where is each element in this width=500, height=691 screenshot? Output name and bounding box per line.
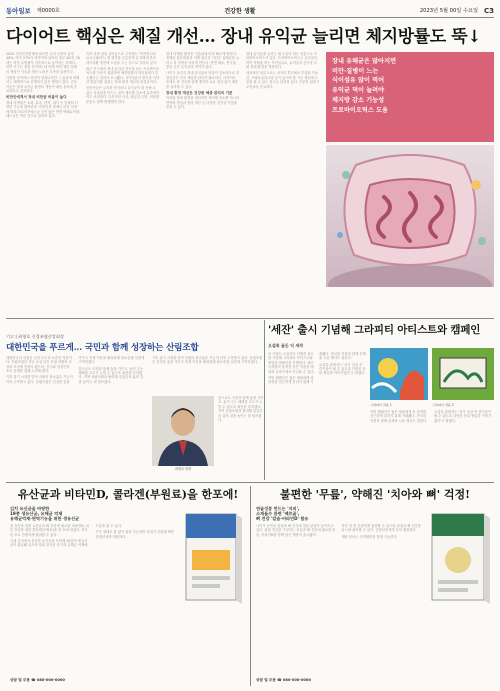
graffiti-image [432,348,494,400]
portrait-caption: 최영호 회장 [174,467,192,471]
page-number: C3 [483,6,494,15]
top-story-col2 [86,52,160,326]
paragraph: 나이가 들면서 관절과 뼈 건강에 대한 관심이 높아지고 있다. 관절 연골을 구성하는 성분과 뼈 건강에 필요한 칼슘, 비타민D를 함께 담은 제품이 출시됐다. [256,524,336,537]
subhead: 장내 환경 개선은 건강한 체중 관리의 기본 [166,90,233,95]
subhead: 비만인에게서 장내 비만균 비율이 높다 [6,95,67,100]
section-c-headline: '세잔' 출시 기념해 그라피티 아티스트와 캠페인 [268,324,481,336]
paragraph: 대한민국의 산림은 국민 모두의 소중한 자산이다. 산림조합은 지난 수십 년간 산림 자원의 조성과 보전에 앞장서 왔으며, 산주와 임업인의 소득 증대를 위해 노력해 왔다. [6,356,72,374]
highlight-line: 비만·질병이 느는 [332,67,379,75]
ad-right-headline: 불편한 '무릎', 약해진 '치아와 뼈' 걱정! [279,488,471,501]
divider [6,318,494,319]
graffiti-art-1 [370,348,428,400]
highlight-line: 식이섬유 많이 먹어 [332,77,385,85]
top-story-col3 [166,52,240,326]
ad-left-phone: 상담 및 주문 ☎ 080-000-0000 [10,678,65,682]
paragraph: 장 건강을 위한 유산균과 뼈 건강에 필요한 비타민D, 피부 건강을 위한 콜라겐(부원료)을 한 포에 담았다. 하루 한 포로 간편하게 섭취할 수 있다. [10,524,89,537]
section-b-body [6,356,146,476]
paragraph: 앞으로도 국민과 함께 숲을 가꾸고, 숲이 주는 혜택을 모두가 누릴 수 있도록 최선을 다하겠다. 지역 산림조합과 협력해 임업인의 삶의 질을 높이는 데 힘쓰겠다. [78,366,144,384]
paragraph: 특히 비만 관련 유익균으로 주목받는 '아커만시아 뮤시니필라'는 장 점막을 튼튼하게 유지해 비만과 대사질환 개선에 도움을 주는 것으로 알려져 있다. [86,52,158,65]
divider [264,320,265,480]
paragraph: 전문가들은 무리한 단식보다 유익균이 잘 자랄 수 있는 식습관을 만드는 것이 체지방 감소에 효과적이라고 조언한다. 규칙적인 식사, 충분한 수면, 적당한 운동도 함께 병행해야 한다. [86,86,160,104]
paragraph: 앞으로도 국민과 함께 숲을 가꾸고, 숲이 주는 혜택을 모두가 누릴 수 있도록 최선을 다하겠다. 지역 산림조합과 협력해 임업인의 삶의 질을 높이는 데 힘쓰겠다. [218,396,264,423]
ad-sub-line: 19종 생유산균, 유해균 억제 [10,511,63,517]
paragraph: 나이가 들수록 장내 유익균의 비율이 감소하므로 중장년층은 더욱 세심한 관리가 필요하다. 다이어트 중에도 장 건강을 함께 챙겨야 요요 현상 없이 체중을 유지할 수 있다. [166,71,240,89]
top-headline: 다이어트 핵심은 체질 개선… 장내 유익균 늘리면 체지방률도 뚝↓ [6,27,482,47]
art-caption-2: 그라피티 작품 2 [432,403,454,407]
ad-left-body [10,524,176,674]
paragraph: 이처럼 장내 환경을 개선하면 체지방 감소뿐 아니라 면역력 향상과 변비 개선 등 다양한 건강상 이점을 얻을 수 있다. [166,96,240,110]
issue-number: 제0000호 [36,8,60,14]
section-c-byline: 오설록 골든 익 세작 [268,343,304,348]
top-story-col1 [6,52,80,326]
paragraph: 최근 연구에서 장내 유익균 증식을 돕는 프리바이오틱스를 꾸준히 섭취하면 체지방률과 허리둘레가 감소했다는 결과가 보고됐다. 식이섬유가 풍부한 식단과 발효식품 섭취는 장내 환경 개선의 첫걸음이다. [86,66,160,85]
paragraph: 기후 위기 시대를 맞아 산림의 탄소흡수 기능이 더욱 주목받고 있다. 산림조합은 건강한 숲을 가꾸고 목재 이용을 활성화해 탄소중립 실현에 기여하겠다. [152,356,263,365]
ad-right-body [256,524,422,674]
paragraph: 다양한 다이어트 방법이 넘쳐나지만 그 효과에 대해서는 체계적으로 증명되지 않은 방법도 많다. 전문가들은 장내 유익균 환경의 개선이 체중 관리에 중요하다고 강조한다. [6,75,80,94]
contributor-kicker: 기고 | 최영호 신경조협중앙회장 [6,334,64,339]
ad-sub-line: 뼈 건강 '칼슘·비타민D' 함유 [256,516,309,522]
paragraph: 장내 미생물 환경은 식습관에 따라 빠르게 변한다. 정제된 탄수화물과 지방 위주의 식단은 유해균을 늘리고 장 점막을 약하게 만든다. 반면 채소, 통곡물, 콩류 등은 유익균의 먹이가 된다. [166,52,240,70]
issue-date: 2023년 5월 00일 수요일 [419,8,478,14]
section-title: 건강한 생활 [224,8,256,15]
top-story-col4 [246,52,320,326]
masthead: 동아일보 [6,7,31,15]
section-b-headline: 대한민국을 푸르게… 국민과 함께 성장하는 산림조합 [6,343,199,353]
ad-left-subhead [10,506,90,522]
ad-right-phone: 상담 및 주문 ☎ 080-000-0000 [256,678,311,682]
section-c-body [268,352,366,478]
paragraph: 제품 문의는 고객센터를 통해 가능하다. [341,534,398,539]
paragraph: 가루 형태로 물 없이 섭취 가능하며 휴대가 간편해 바쁜 현대인에게 적합하다. [95,530,174,539]
product-box-right [428,510,494,610]
ad-sub-line: 소재들수 관련 '베르골', [256,511,300,517]
paragraph: 장내 유익균을 늘리는 데 도움이 되는 성분으로 프리바이오틱스가 있다. 프리바이오틱스는 유익균의 먹이 역할을 하는 식이섬유로, 유익균의 증식을 도와 장내 환경을 개선한다. [246,52,318,70]
portrait-photo [152,396,214,466]
highlight-line: 유익균 먹이 늘려야 [332,87,385,95]
art-caption-1: 그라피티 작품 1 [370,403,392,407]
graffiti-image [370,348,428,400]
paragraph: 국내 김치에서 분리한 유산균을 포함해 19종의 생유산균이 함유돼 있으며 장내 유익균 증식과 유해균 억제에 도움을 줄 수 있다. [10,524,122,548]
highlight-line: 체지방 감소 기능성 [332,96,385,104]
paragraph: 차 브랜드 오설록이 신제품 출시를 기념해 그라피티 아티스트와 협업한 캠페인을 진행한다. 제주 녹차밭의 풍경을 담은 작품을 매장과 온라인에서 만나볼 수 있다. [268,352,315,374]
paragraph: 장내 미생물은 소화, 흡수, 면역, 대사 등 인체의 다양한 기능에 관여한다. 비만인의 장에는 마른 사람에 비해 피르미쿠테스균 등이 많은 반면 박테로이데테스균은 적은 것으로 알려져 있다. [6,100,80,119]
supplement-box-icon [182,510,246,610]
paragraph: 오설록 관계자는 '차가 일상 속 즐거움이 될 수 있도록 다양한 문화 협업을 이어가겠다'고 밝혔다. [434,410,492,423]
section-b-body-col3 [218,396,264,476]
highlight-line: 프로바이오틱스 도움 [332,106,388,114]
gut-illustration-photo [326,145,494,287]
paragraph: 이번 캠페인은 젊은 세대에게 차 문화를 친근하게 알리기 위해 기획됐다. 전시된 작품과 함께 신제품 시음 행사도 열린다. [268,352,366,385]
ad-sub-line: 김치 유산균을 바탕한 [10,506,50,511]
paragraph: 오설록 관계자는 '차가 일상 속 즐거움이 될 수 있도록 다양한 문화 협업을 이어가겠다'고 밝혔다. [319,362,366,376]
ad-left-headline: 유산균과 비타민D, 콜라겐(부원료)을 한포에! [17,488,239,501]
highlight-box [326,52,494,142]
ad-sub-line: 유해균억제·면역기능을 위한 생유산균 [10,516,80,522]
paragraph: 이번 캠페인은 젊은 세대에게 차 문화를 친근하게 알리기 위해 기획됐다. 전시된 작품과 함께 신제품 시음 행사도 열린다. [370,410,428,423]
paragraph: 기후 위기 시대를 맞아 산림의 탄소흡수 기능이 더욱 주목받고 있다. 산림조합은 건강한 숲을 가꾸고 목재 이용을 활성화해 탄소중립 실현에 기여하겠다. [6,356,145,384]
product-box-left [182,510,246,610]
paragraph: 하루 한 번 간편하게 섭취할 수 있으며 관절과 뼈 건강을 동시에 관리할 수 있다. 중장년층에게 특히 권장된다. [341,524,421,533]
section-c-body-right [370,410,494,478]
ad-right-subhead [256,506,338,522]
paragraph: 대표적인 성분으로는 치커리 뿌리에서 추출한 이눌린, 프락토올리고당 등이 있으며 장 기능 개선에 도움을 줄 수 있는 것으로 알려져 있다. 꾸준한 섭취가 무엇보다 중요하다. [246,71,320,89]
divider [6,482,494,483]
divider [250,486,251,686]
gut-illustration [326,145,494,287]
page-header [6,4,494,18]
ad-sub-line: 연골성분 만드는 '지피', [256,506,300,511]
supplement-box-icon [428,510,494,610]
graffiti-art-2 [432,348,494,400]
section-b-body-right [152,356,264,394]
person-icon [152,396,214,466]
highlight-line: 장내 유해균은 많아지면 [332,58,397,65]
paragraph: 2020 국민건강통계에 따르면 우리 국민의 남자 48%, 여자 27%가 비만이며 남자의 경우 20대, 30대는 비만 유병률이 지속적으로 높아지는 추세다. 비만 인구는 점점 증가하는데 반해 비만 체중 감량의 핵심인 식습관 개선 노력은 부족한 실정이다. [6,52,80,74]
